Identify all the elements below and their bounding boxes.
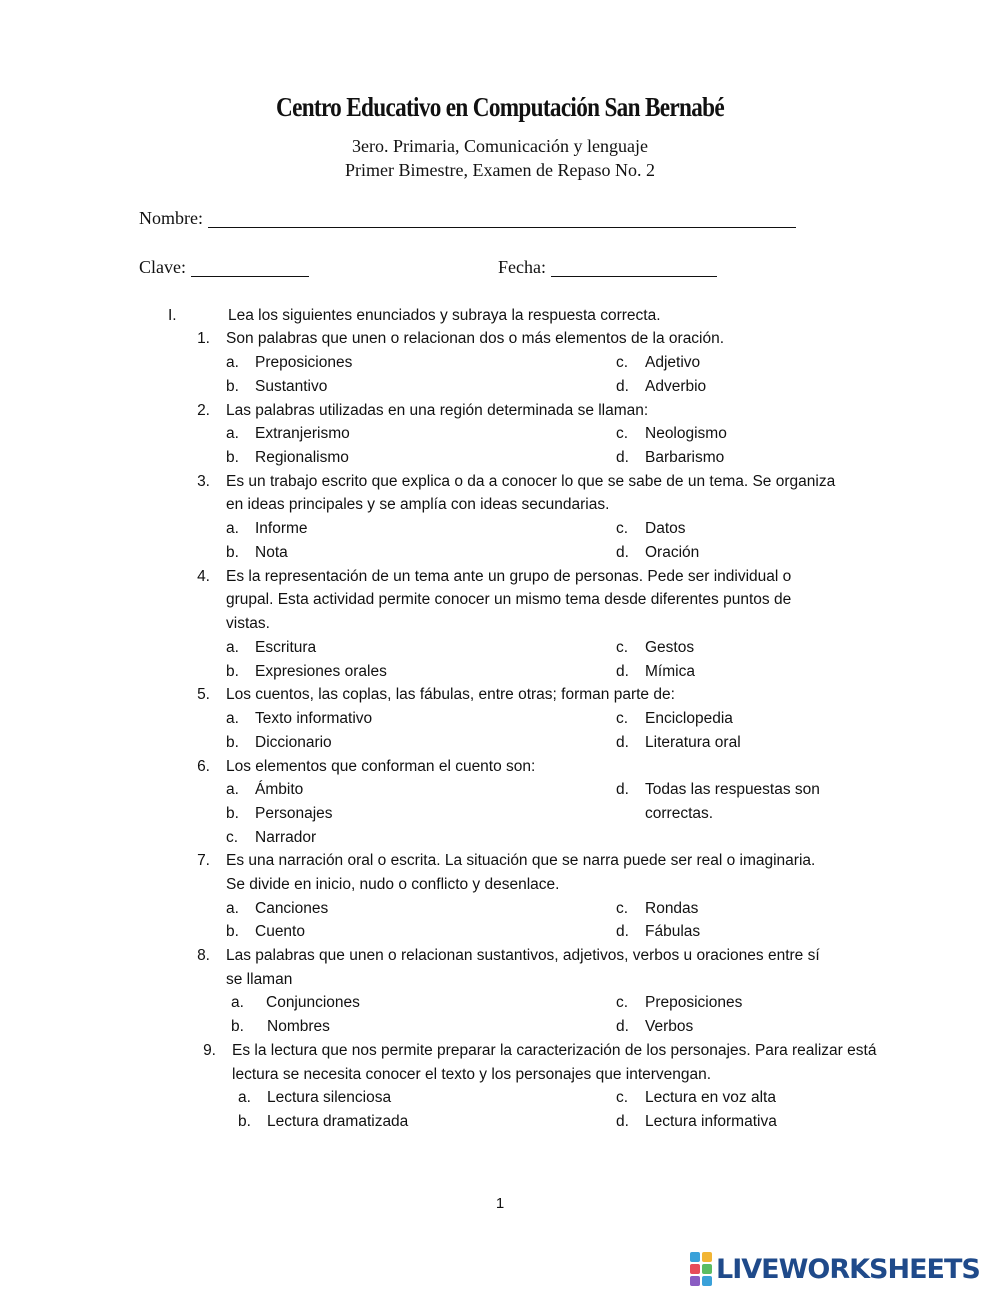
question-number: 5. xyxy=(197,686,210,703)
fecha-field xyxy=(498,257,717,278)
option-d[interactable]: Fábulas xyxy=(645,923,701,940)
option-d-continued[interactable]: correctas. xyxy=(645,805,714,822)
question-text: Es la lectura que nos permite preparar la caracterización de los personajes. Para realizar está xyxy=(232,1042,877,1059)
option-d[interactable]: Barbarismo xyxy=(645,449,725,466)
fecha-label: Fecha: xyxy=(498,257,546,277)
question-number: 3. xyxy=(197,473,210,490)
option-b[interactable]: Regionalismo xyxy=(255,449,349,466)
option-d[interactable]: Todas las respuestas son xyxy=(645,781,820,798)
option-letter: a. xyxy=(226,425,239,442)
subtitle-exam: Primer Bimestre, Examen de Repaso No. 2 xyxy=(345,160,655,180)
option-letter: b. xyxy=(226,805,239,822)
question-text: lectura se necesita conocer el texto y los personajes que intervengan. xyxy=(232,1066,712,1083)
option-a[interactable]: Ámbito xyxy=(255,781,304,798)
clave-input-line[interactable] xyxy=(191,258,309,277)
option-letter: b. xyxy=(226,544,239,561)
option-a[interactable]: Conjunciones xyxy=(266,994,360,1011)
option-letter: c. xyxy=(616,354,629,371)
option-letter: b. xyxy=(226,663,239,680)
option-d[interactable]: Verbos xyxy=(645,1018,694,1035)
option-letter: a. xyxy=(226,520,239,537)
option-b[interactable]: Expresiones orales xyxy=(255,663,387,680)
question-text: vistas. xyxy=(226,615,270,632)
question-number: 7. xyxy=(197,852,210,869)
option-letter: c. xyxy=(616,520,629,537)
option-c[interactable]: Narrador xyxy=(255,829,317,846)
option-letter: d. xyxy=(616,449,629,466)
liveworksheets-logo[interactable] xyxy=(690,1252,980,1286)
page-number: 1 xyxy=(495,1195,505,1212)
question-number: 4. xyxy=(197,568,210,585)
option-letter: d. xyxy=(616,1018,629,1035)
option-letter: d. xyxy=(616,781,629,798)
question-text: Es un trabajo escrito que explica o da a conocer lo que se sabe de un tema. Se organiza xyxy=(226,473,836,490)
option-letter: d. xyxy=(616,734,629,751)
question-text: Las palabras que unen o relacionan sustantivos, adjetivos, verbos u oraciones entre sí xyxy=(226,947,820,964)
option-d[interactable]: Adverbio xyxy=(645,378,707,395)
option-b[interactable]: Sustantivo xyxy=(255,378,328,395)
option-letter: a. xyxy=(238,1089,251,1106)
question-number: 6. xyxy=(197,758,210,775)
option-letter: c. xyxy=(616,425,629,442)
option-b[interactable]: Diccionario xyxy=(255,734,332,751)
question-text: en ideas principales y se amplía con ideas secundarias. xyxy=(226,496,610,513)
option-letter: c. xyxy=(226,829,239,846)
option-letter: d. xyxy=(616,923,629,940)
question-number: 9. xyxy=(203,1042,216,1059)
clave-label: Clave: xyxy=(139,257,186,277)
option-letter: c. xyxy=(616,994,629,1011)
page-title: Centro Educativo en Computación San Bernabé xyxy=(276,92,724,122)
option-a[interactable]: Escritura xyxy=(255,639,317,656)
option-c[interactable]: Gestos xyxy=(645,639,695,656)
option-letter: b. xyxy=(226,378,239,395)
option-b[interactable]: Cuento xyxy=(255,923,305,940)
question-text: Se divide en inicio, nudo o conflicto y desenlace. xyxy=(226,876,560,893)
question-text: Es la representación de un tema ante un grupo de personas. Pede ser individual o xyxy=(226,568,792,585)
option-letter: c. xyxy=(616,639,629,656)
option-c[interactable]: Enciclopedia xyxy=(645,710,733,727)
option-c[interactable]: Lectura en voz alta xyxy=(645,1089,776,1106)
option-b[interactable]: Lectura dramatizada xyxy=(267,1113,409,1130)
option-a[interactable]: Extranjerismo xyxy=(255,425,350,442)
option-letter: a. xyxy=(226,710,239,727)
option-c[interactable]: Adjetivo xyxy=(645,354,701,371)
question-text: Es una narración oral o escrita. La situación que se narra puede ser real o imaginaria. xyxy=(226,852,816,869)
question-text: Las palabras utilizadas en una región determinada se llaman: xyxy=(226,402,649,419)
option-d[interactable]: Lectura informativa xyxy=(645,1113,777,1130)
option-c[interactable]: Preposiciones xyxy=(645,994,743,1011)
option-letter: c. xyxy=(616,900,629,917)
nombre-field xyxy=(139,208,796,229)
option-letter: a. xyxy=(226,781,239,798)
option-letter: c. xyxy=(616,1089,629,1106)
nombre-label: Nombre: xyxy=(139,208,203,228)
clave-field xyxy=(139,257,309,278)
section-numeral: I. xyxy=(168,307,177,324)
brand-name: LIVEWORKSHEETS xyxy=(716,1253,980,1285)
option-letter: a. xyxy=(226,900,239,917)
question-text: grupal. Esta actividad permite conocer un mismo tema desde diferentes puntos de xyxy=(226,591,792,608)
option-d[interactable]: Literatura oral xyxy=(645,734,741,751)
subtitle-grade: 3ero. Primaria, Comunicación y lenguaje xyxy=(352,136,648,156)
option-letter: a. xyxy=(226,639,239,656)
option-d[interactable]: Mímica xyxy=(645,663,695,680)
fecha-input-line[interactable] xyxy=(551,258,717,277)
nombre-input-line[interactable] xyxy=(208,209,796,228)
option-b[interactable]: Personajes xyxy=(255,805,333,822)
question-text: Son palabras que unen o relacionan dos o más elementos de la oración. xyxy=(226,330,725,347)
option-letter: a. xyxy=(231,994,244,1011)
option-a[interactable]: Texto informativo xyxy=(255,710,373,727)
option-letter: b. xyxy=(226,923,239,940)
option-letter: a. xyxy=(226,354,239,371)
question-text: Los cuentos, las coplas, las fábulas, entre otras; forman parte de: xyxy=(226,686,675,703)
option-letter: b. xyxy=(231,1018,244,1035)
option-letter: b. xyxy=(238,1113,251,1130)
question-text: se llaman xyxy=(226,971,293,988)
option-letter: d. xyxy=(616,544,629,561)
option-b[interactable]: Nota xyxy=(255,544,288,561)
question-number: 1. xyxy=(197,330,210,347)
option-c[interactable]: Neologismo xyxy=(645,425,727,442)
option-letter: d. xyxy=(616,1113,629,1130)
option-letter: c. xyxy=(616,710,629,727)
option-a[interactable]: Preposiciones xyxy=(255,354,353,371)
liveworksheets-logo-icon xyxy=(690,1252,712,1286)
option-c[interactable]: Datos xyxy=(645,520,686,537)
question-text: Los elementos que conforman el cuento son: xyxy=(226,758,536,775)
question-number: 2. xyxy=(197,402,210,419)
question-number: 8. xyxy=(197,947,210,964)
option-d[interactable]: Oración xyxy=(645,544,700,561)
option-a[interactable]: Informe xyxy=(255,520,308,537)
option-c[interactable]: Rondas xyxy=(645,900,699,917)
option-letter: b. xyxy=(226,734,239,751)
option-b[interactable]: Nombres xyxy=(267,1018,330,1035)
option-letter: d. xyxy=(616,378,629,395)
option-letter: d. xyxy=(616,663,629,680)
option-a[interactable]: Canciones xyxy=(255,900,329,917)
option-letter: b. xyxy=(226,449,239,466)
section-instruction: Lea los siguientes enunciados y subraya la respuesta correcta. xyxy=(228,307,661,324)
option-a[interactable]: Lectura silenciosa xyxy=(267,1089,392,1106)
